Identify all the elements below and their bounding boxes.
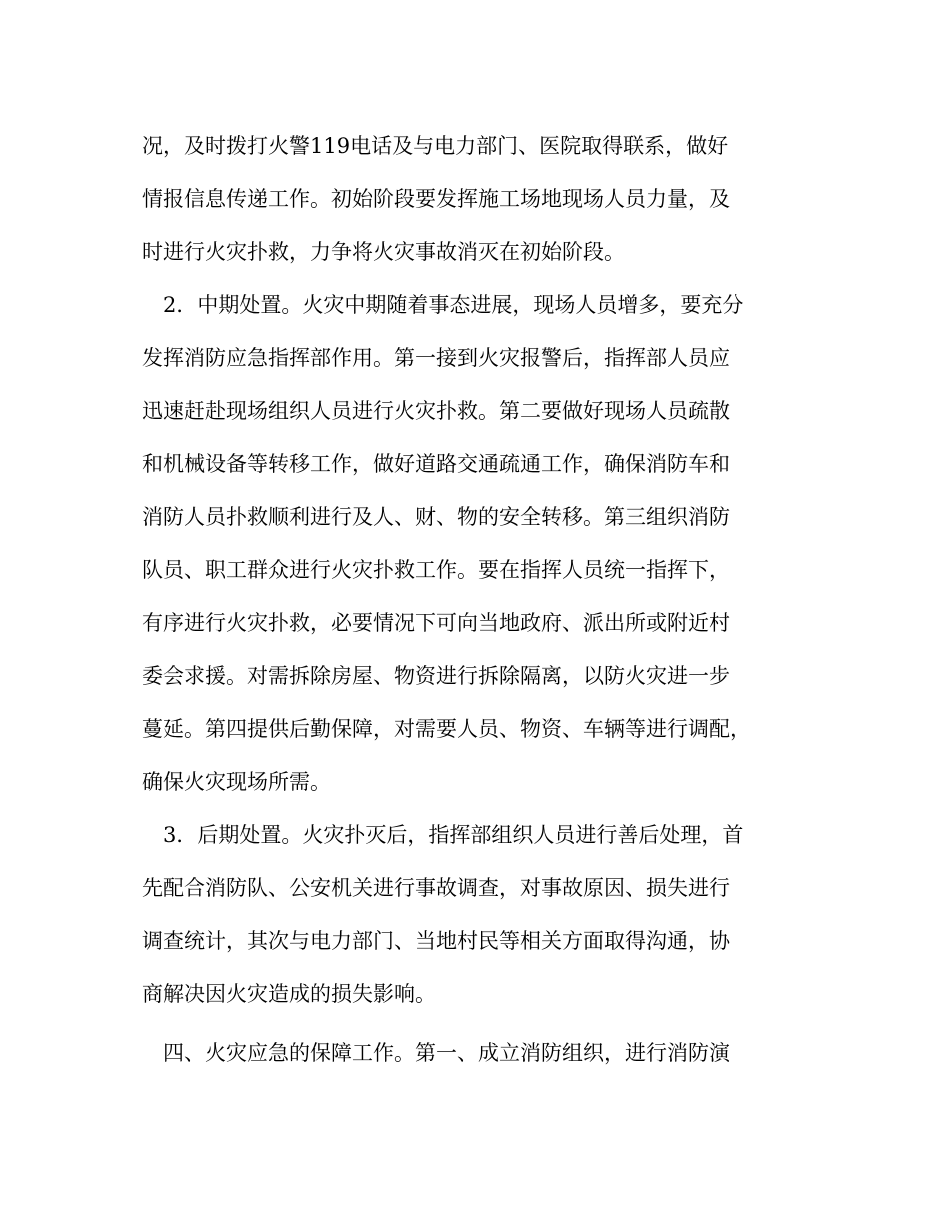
text-line: 先配合消防队、公安机关进行事故调查，对事故原因、损失进行: [142, 876, 730, 900]
text-line: 迅速赶赴现场组织人员进行火灾扑救。第二要做好现场人员疏散: [142, 399, 730, 423]
text-line: 队员、职工群众进行火灾扑救工作。要在指挥人员统一指挥下，: [142, 558, 730, 582]
text-line: 2．中期处置。火灾中期随着事态进展，现场人员增多，要充分: [142, 293, 744, 317]
document-body: [142, 124, 812, 1084]
text-line: 有序进行火灾扑救，必要情况下可向当地政府、派出所或附近村: [142, 611, 730, 635]
text-line: 时进行火灾扑救，力争将火灾事故消灭在初始阶段。: [142, 240, 625, 264]
text-line: 消防人员扑救顺利进行及人、财、物的安全转移。第三组织消防: [142, 505, 730, 529]
text-line: 委会求援。对需拆除房屋、物资进行拆除隔离，以防火灾进一步: [142, 664, 730, 688]
text-line: 况，及时拨打火警119电话及与电力部门、医院取得联系，做好: [142, 134, 729, 158]
text-line: 和机械设备等转移工作，做好道路交通疏通工作，确保消防车和: [142, 452, 730, 476]
text-line: 发挥消防应急指挥部作用。第一接到火灾报警后，指挥部人员应: [142, 346, 730, 370]
text-line: 情报信息传递工作。初始阶段要发挥施工场地现场人员力量，及: [142, 187, 730, 211]
text-line: 蔓延。第四提供后勤保障，对需要人员、物资、车辆等进行调配，: [142, 717, 751, 741]
text-line: 商解决因火灾造成的损失影响。: [142, 982, 436, 1006]
text-line: 确保火灾现场所需。: [142, 770, 331, 794]
text-line: 3．后期处置。火灾扑灭后，指挥部组织人员进行善后处理，首: [142, 823, 744, 847]
text-line: 四、火灾应急的保障工作。第一、成立消防组织，进行消防演: [142, 1041, 730, 1065]
text-line: 调查统计，其次与电力部门、当地村民等相关方面取得沟通，协: [142, 929, 730, 953]
